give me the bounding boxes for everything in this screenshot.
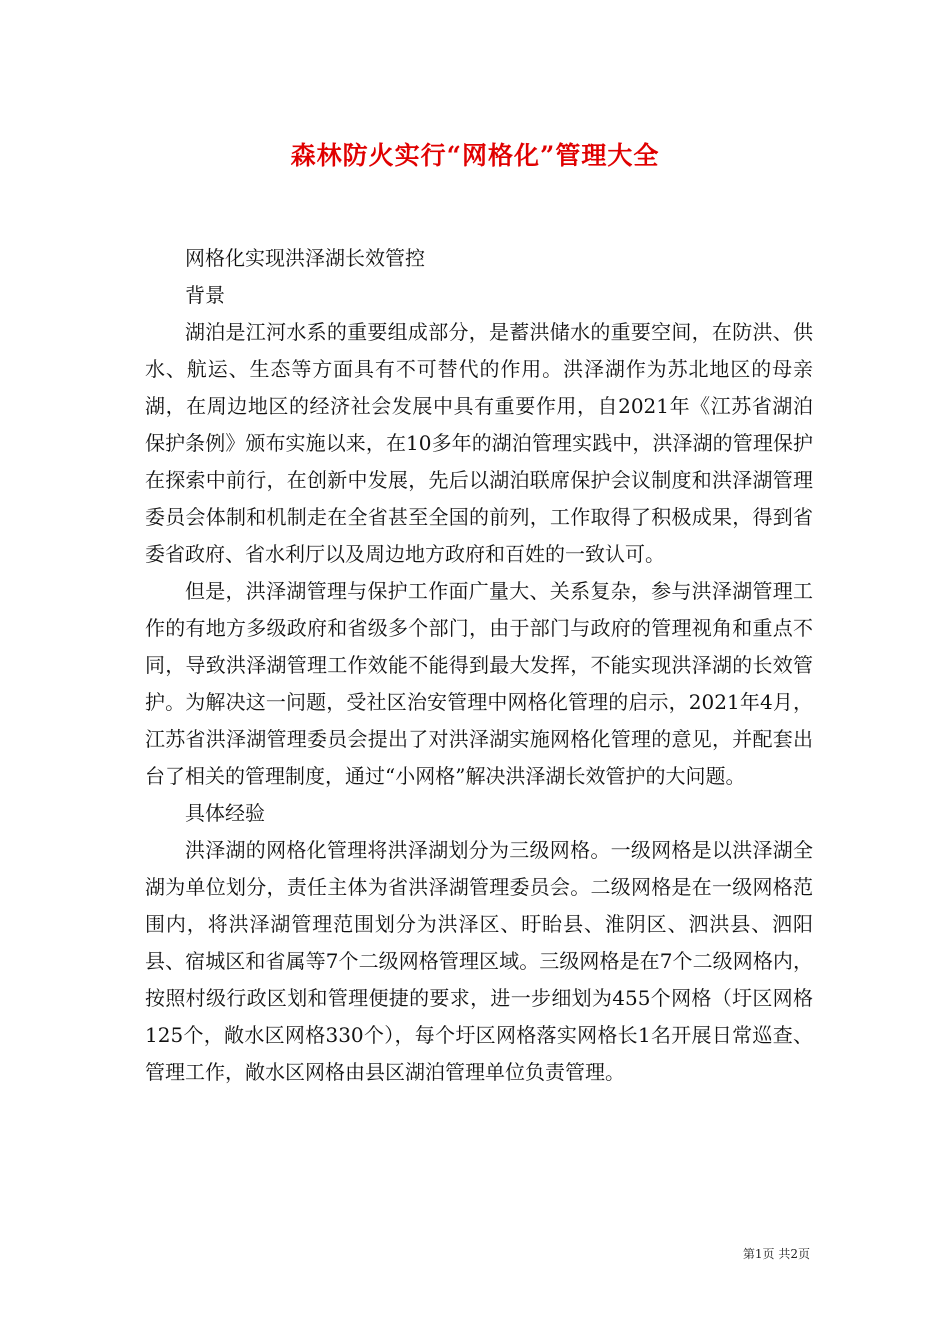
document-body: [145, 240, 813, 1091]
section-heading: 网格化实现洪泽湖长效管控: [185, 246, 425, 270]
page-number: 第1页 共2页: [742, 1247, 810, 1261]
paragraph: 湖泊是江河水系的重要组成部分，是蓄洪储水的重要空间，在防洪、供水、航运、生态等方面具有不可替代的作用。洪泽湖作为苏北地区的母亲湖，在周边地区的经济社会发展中具有重要作用，自2021年《江苏省湖泊保护条例》颁布实施以来，在10多年的湖泊管理实践中，洪泽湖的管理保护在探索中前行，在创新中发展，先后以湖泊联席保护会议制度和洪泽湖管理委员会体制和机制走在全省甚至全国的前列，工作取得了积极成果，得到省委省政府、省水利厅以及周边地方政府和百姓的一致认可。: [145, 320, 813, 566]
subheading-background: 背景: [185, 283, 225, 307]
page-title: 森林防火实行“网格化”管理大全: [290, 141, 660, 170]
subheading-experience: 具体经验: [185, 801, 265, 825]
paragraph: 洪泽湖的网格化管理将洪泽湖划分为三级网格。一级网格是以洪泽湖全湖为单位划分，责任主体为省洪泽湖管理委员会。二级网格是在一级网格范围内，将洪泽湖管理范围划分为洪泽区、盱眙县、淮阴区、泗洪县、泗阳县、宿城区和省属等7个二级网格管理区域。三级网格是在7个二级网格内，按照村级行政区划和管理便捷的要求，进一步细划为455个网格（圩区网格125个，敞水区网格330个），每个圩区网格落实网格长1名开展日常巡查、管理工作，敞水区网格由县区湖泊管理单位负责管理。: [145, 838, 813, 1084]
paragraph: 但是，洪泽湖管理与保护工作面广量大、关系复杂，参与洪泽湖管理工作的有地方多级政府和省级多个部门，由于部门与政府的管理视角和重点不同，导致洪泽湖管理工作效能不能得到最大发挥，不能实现洪泽湖的长效管护。为解决这一问题，受社区治安管理中网格化管理的启示，2021年4月，江苏省洪泽湖管理委员会提出了对洪泽湖实施网格化管理的意见，并配套出台了相关的管理制度，通过“小网格”解决洪泽湖长效管护的大问题。: [145, 579, 813, 788]
